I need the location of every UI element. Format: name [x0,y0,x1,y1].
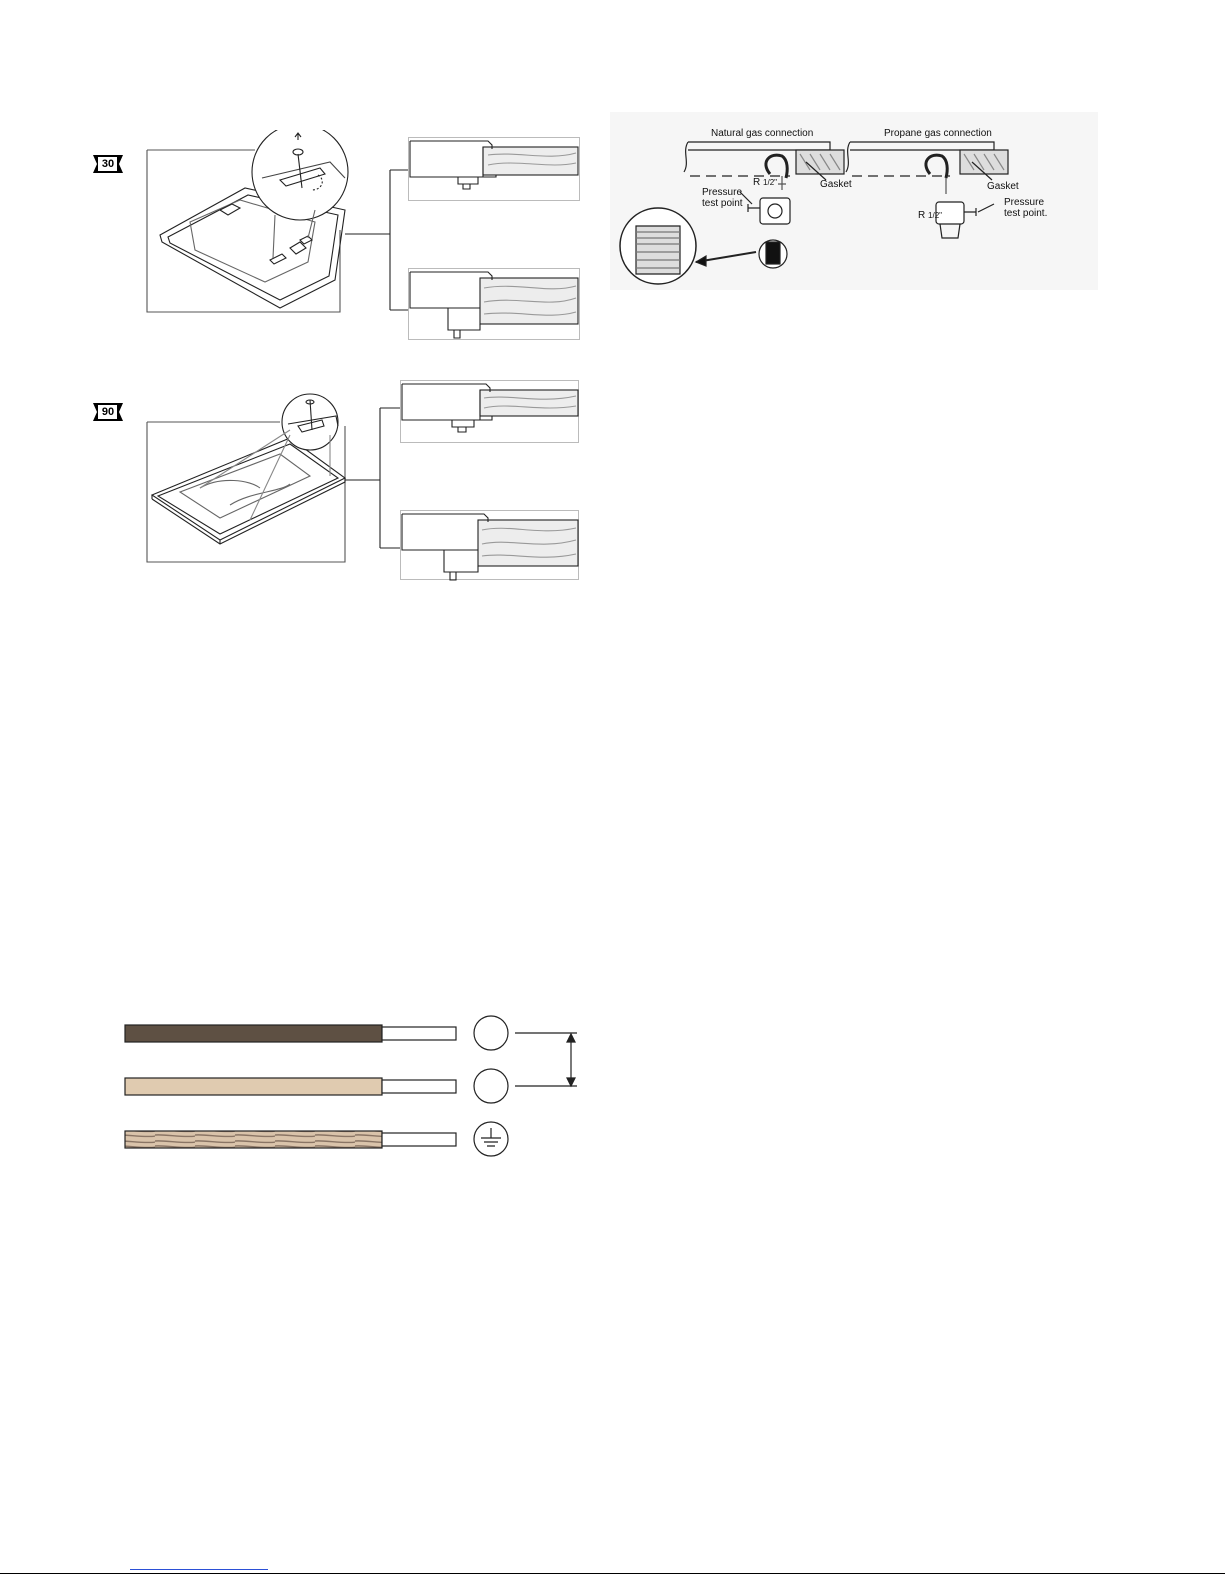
propane-gas-title: Propane gas connection [884,128,992,139]
badge-label: 30 [101,158,115,170]
footer-rule [0,1573,1225,1574]
badge-label: 90 [101,406,115,418]
wiring-diagram [115,1010,585,1165]
clamp-detail-thick-worktop [408,268,580,342]
wire-brown [125,1025,382,1042]
thread-size-natural: R 1/2" [753,177,777,188]
terminal-line-2-icon [474,1069,508,1103]
size-badge-90 [93,403,123,421]
ground-terminal-icon [474,1122,508,1156]
clamp-detail-90-thick-worktop [400,510,580,582]
pressure-test-point-propane: Pressure test point. [1004,197,1048,219]
clamp-detail-90-thin-worktop [400,380,580,444]
gas-connection-figure [610,112,1098,290]
wire-beige [125,1078,382,1095]
gasket-label-propane: Gasket [987,181,1019,192]
pressure-test-point-natural: Pressure test point [702,187,743,209]
wire-striped [125,1131,382,1148]
gasket-label-natural: Gasket [820,179,852,190]
natural-gas-title: Natural gas connection [711,128,814,139]
thread-size-propane: R 1/2" [918,210,942,221]
footer-link-underline[interactable] [130,1569,268,1570]
terminal-line-1-icon [474,1016,508,1050]
clamp-detail-thin-worktop [408,137,580,201]
size-badge-30 [93,155,123,173]
